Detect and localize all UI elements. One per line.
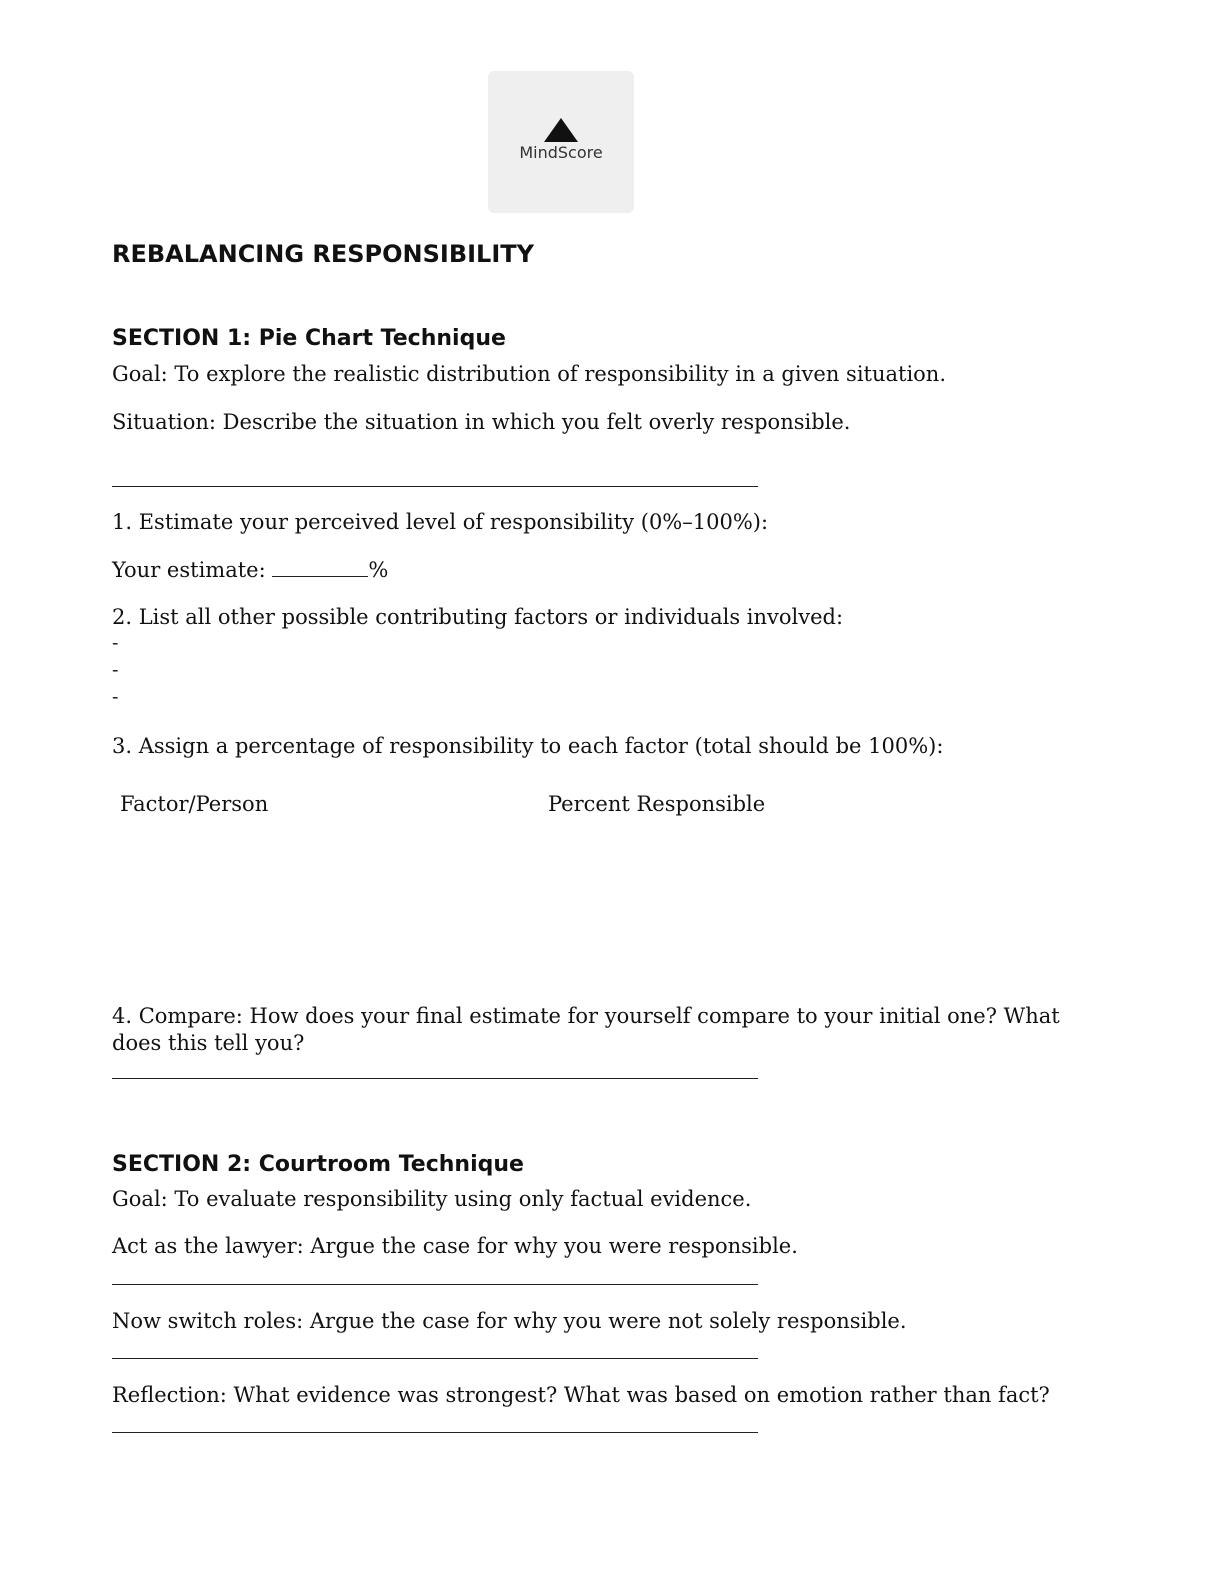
section1-situation: Situation: Describe the situation in which you felt overly responsible. [112,410,851,434]
question-2: 2. List all other possible contributing factors or individuals involved: [112,605,844,629]
logo [488,71,634,213]
logo-text: MindScore [519,143,603,162]
switch-answer-line[interactable] [112,1358,758,1359]
compare-answer-line[interactable] [112,1078,758,1079]
table-header-factor: Factor/Person [120,792,269,816]
estimate-suffix: % [368,558,389,582]
lawyer-prompt: Act as the lawyer: Argue the case for why you were responsible. [112,1234,798,1258]
page-title: REBALANCING RESPONSIBILITY [112,240,535,268]
estimate-blank[interactable] [272,558,368,577]
table-header-percent: Percent Responsible [548,792,766,816]
section2-goal: Goal: To evaluate responsibility using only factual evidence. [112,1187,752,1211]
switch-prompt: Now switch roles: Argue the case for why you were not solely responsible. [112,1309,907,1333]
section1-heading: SECTION 1: Pie Chart Technique [112,326,506,351]
question-4: 4. Compare: How does your final estimate for yourself compare to your initial one? What does this tell you? [112,1004,1060,1055]
question-3: 3. Assign a percentage of responsibility to each factor (total should be 100%): [112,734,944,758]
situation-answer-line[interactable] [112,486,758,487]
section1-goal: Goal: To explore the realistic distribution of responsibility in a given situation. [112,362,947,386]
factor-bullet: - [112,659,119,681]
lawyer-answer-line[interactable] [112,1284,758,1285]
section2-heading: SECTION 2: Courtroom Technique [112,1152,524,1177]
estimate-label: Your estimate: [112,558,266,582]
question-1: 1. Estimate your perceived level of responsibility (0%–100%): [112,510,769,534]
factor-bullet: - [112,632,119,654]
factor-bullet: - [112,686,119,708]
estimate-row [112,558,388,582]
triangle-icon [544,118,578,142]
reflection-answer-line[interactable] [112,1432,758,1433]
reflection-prompt: Reflection: What evidence was strongest? What was based on emotion rather than fact? [112,1383,1050,1407]
